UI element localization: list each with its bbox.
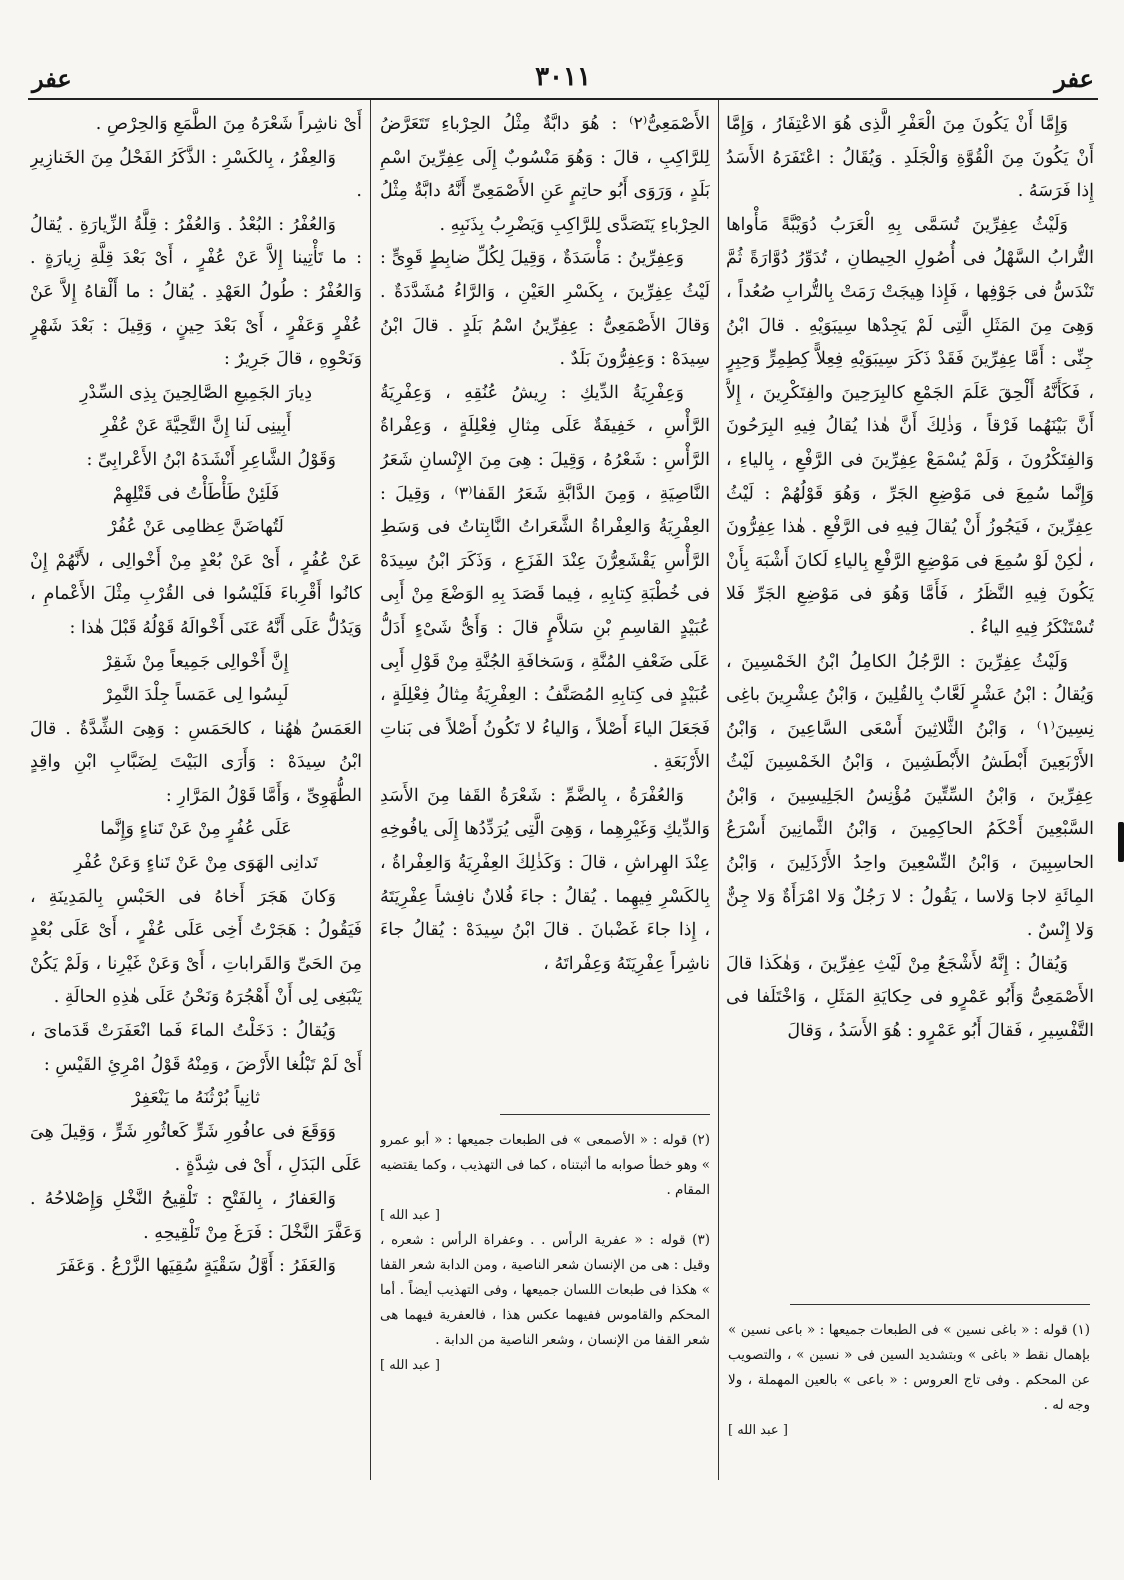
- text-column-middle: [380, 108, 710, 1118]
- paragraph: وَعِفْرِيَةُ الدِّيكِ : رِيشُ عُنُقِهِ ، وَعِفْرِيَةُ الرَّأْسِ ، خَفِيفَةٌ عَلَى مِثالِ فِعْلِلَةٍ ، وَعِفْراةُ الرَّأْسِ : شَعْرُهُ ، وَقِيلَ : هِىَ مِنَ الإِنْسانِ شَعَرُ النَّاصِيَةِ ، وَمِنَ الدَّابَّةِ شَعَرُ القَفا⁽٣⁾ ، وَقِيلَ : العِفْرِيَةُ وَالعِفْراةُ الشَّعَراتُ النَّابِتاتُ فى وَسَطِ الرَّأْسِ يَقْشَعِرُّنَ عِنْدَ الفَزَعِ ، وَذَكَرَ ابْنُ سِيدَهْ فى خُطْبَةِ كِتابِهِ ، فِيما قَصَدَ بِهِ الوَضْعَ مِنْ أَبِى عُبَيْدٍ القاسِمِ بْنِ سَلاَّمٍ قالَ : وَأَىُّ شَىْءٍ أَدَلُّ عَلَى ضَعْفِ المُنَّةِ ، وَسَخافَةِ الجُنَّةِ مِنْ قَوْلِ أَبِى عُبَيْدٍ فى كِتابِهِ المُصَنَّفُ : العِفْرِيَةُ مِثالُ فِعْلِلَةٍ ، فَجَعَلَ الياءَ أَصْلاً ، وَالياءُ لا تَكُونُ أَصْلاً فى بَناتِ الأَرْبَعَةِ .: [380, 382, 710, 773]
- text-column-right: [726, 108, 1094, 1498]
- paragraph: وَيُقالُ : إِنَّهُ لأَشْجَعُ مِنْ لَيْثِ عِفِرِّينَ ، وَهٰكَذا قالَ الأَصْمَعِىُّ وَأَبُو عَمْرٍو فى حِكايَةِ المَثَلِ ، وَاخْتَلَفا فى التَّفْسِيرِ ، فَقالَ أَبُو عَمْرٍو : هُوَ الأَسَدُ ، وَقالَ: [726, 953, 1094, 1042]
- verse-line: أَبِينِى لَنا إِنَّ التَّحِيَّةَ عَنْ عُفْرِ: [100, 416, 292, 437]
- verse-line: دِيارَ الجَمِيعِ الصَّالِحِينَ بِذِى السِّدْرِ: [79, 382, 313, 403]
- verse-line: لَتُهاضَنَّ عِظامِى عَنْ عُفُرْ: [108, 517, 284, 538]
- paragraph: وَإِمَّا أَنْ يَكُونَ مِنَ الْعَفْرِ الَّذِى هُوَ الاعْتِفَارُ ، وَإِمَّا أَنْ يَكُونَ مِنَ الْقُوَّةِ وَالْجَلَدِ . وَيُقَالُ : اعْتَفَرَهُ الأَسَدُ إِذا فَرَسَهُ .: [726, 114, 1094, 202]
- paragraph: وَالعِفْرُ ، بِالكَسْرِ : الذَّكَرُ الفَحْلُ مِنَ الخَنازِيرِ .: [30, 147, 362, 202]
- footnote: (٣) قوله : « عفرية الرأس . . وعفراة الرأس : شعره ، وقيل : هى من الإنسان شعر الناصية ، ومن الدابة شعر القفا » هكذا فى طبعات اللسان جميعها ، وفى التهذيب أيضاً . أما المحكم والقاموس ففيهما عكس هذا ، فالعفرية فيهما هى شعر القفا من الإنسان ، وشعر الناصية من الدابة .: [380, 1232, 710, 1348]
- paragraph: وَكانَ هَجَرَ أَخاهُ فى الحَبْسِ بِالمَدِينَةِ ، فَيَقُولُ : هَجَرْتُ أَخِى عَلَى عُفْرٍ ، أَىْ عَلَى بُعْدٍ مِنَ الحَىِّ وَالقَراباتِ ، أَىْ وَعَنْ غَيْرِنا ، وَلَمْ يَكُنْ يَنْبَغِى لِى أَنْ أَهْجُرَهُ وَنَحْنُ عَلَى هٰذِهِ الحالَةِ .: [30, 886, 362, 1008]
- paragraph: أَىْ ناشِراً شَعْرَهُ مِنَ الطَّمَعِ وَالحِرْصِ .: [95, 114, 362, 134]
- paragraph: وَلَيْثُ عِفِرِّينَ تُسَمَّى بِهِ الْعَرَبُ دُوَيْبَّةً مَأْواها التُّرابُ السَّهْلُ فى أُصُولِ الحِيطانِ ، تُدَوِّرُ دُوَّارَةً ثُمَّ تَنْدَسُّ فى جَوْفِها ، فَإِذا هِيجَتْ رَمَتْ بِالتُّرابِ صُعُداً ، وَهِىَ مِنَ المَثَلِ الَّتِى لَمْ يَجِدْها سِيبَوَيْهِ . قالَ ابْنُ جِنِّى : أَمَّا عِفِرِّينَ فَقَدْ ذَكَرَ سِيبَوَيْهِ فِعِلاًّ كِطِمِرٍّ وَحِبِرٍ ، فَكَأَنَّهُ أَلْحِقَ عَلَمَ الجَمْعِ كالبِرَحِينَ والفِتَكْرِينَ ، إِلاَّ أَنَّ بَيْنَهُما فَرْقاً ، وَذٰلِكَ أَنَّ هٰذا يُقالُ فِيهِ البِرَحُونَ وَالفِتَكْرُونَ ، وَلَمْ يُسْمَعْ عِفِرِّينَ فى الرَّفْعِ ، بِالياءِ ، وَإِنَّما سُمِعَ فى مَوْضِعِ الجَرِّ ، وَهُوَ قَوْلُهُمْ : لَيْثُ عِفِرِّينَ ، فَيَجُوزُ أَنْ يُقالَ فِيهِ فى الرَّفْعِ . هٰذا عِفِرُّونَ ، لٰكِنْ لَوْ سُمِعَ فى مَوْضِعِ الرَّفْعِ بِالياءِ لَكانَ أَشْبَهَ بِأَنْ يَكُونَ فِيهِ النَّظَرُ ، فَأَمَّا وَهُوَ فى مَوْضِعِ الجَرِّ فَلا تُسْتَنْكَرُ فِيهِ الياءُ .: [726, 214, 1094, 638]
- footnote: (٢) قوله : « الأصمعى » فى الطبعات جميعها : « أبو عمرو » وهو خطأ صوابه ما أثبتناه ، كما فى التهذيب ، وكما يقتضيه المقام .: [380, 1132, 710, 1198]
- column-divider: [370, 100, 371, 1480]
- footnote-signature: [ عبد الله ]: [380, 1208, 440, 1223]
- margin-mark: [1118, 822, 1124, 862]
- footnotes-middle: [380, 1128, 710, 1468]
- paragraph: وَعِفِرِّينُ : مَأْسَدَةٌ ، وَقِيلَ لِكُلِّ ضابِطٍ قَوِىٍّ : لَيْثُ عِفِرِّينَ ، بِكَسْرِ العَيْنِ ، وَالرَّاءُ مُشَدَّدَةٌ . وَقالَ الأَصْمَعِىُّ : عِفِرِّينُ اسْمُ بَلَدٍ . قالَ ابْنُ سِيدَهْ : وَعِفِرُّونَ بَلَدٌ .: [380, 248, 710, 370]
- paragraph: وَالعَفَرُ : أَوَّلُ سَقْيَةٍ سُقِيَها الزَّرْعُ . وَعَفَرَ: [57, 1256, 336, 1277]
- column-divider: [718, 100, 719, 1480]
- paragraph: وَالعُفْرَةُ ، بِالضَّمِّ : شَعْرَةُ القَفا مِنَ الأَسَدِ وَالدِّيكِ وَغَيْرِهِما ، وَهِىَ الَّتِى يُرَدِّدُها إِلَى يافُوخِهِ عِنْدَ الهِراشِ ، قالَ : وَكَذٰلِكَ العِفْرِيَةُ وَالعِفْراةُ ، بِالكَسْرِ فِيهِما . يُقالُ : جاءَ فُلانٌ نافِشاً عِفْرِيَتَهُ ، إِذا جاءَ غَضْبانَ . قالَ ابْنُ سِيدَهْ : يُقالُ جاءَ ناشِراً عِفْرِيَتَهُ وَعِفْراتَهُ ،: [380, 785, 710, 974]
- paragraph: وَالعَفارُ ، بِالفَتْحِ : تَلْقِيحُ النَّخْلِ وَإِصْلاحُهُ . وَعَفَّرَ النَّخْلَ : فَرَغَ مِنْ تَلْقِيحِهِ .: [30, 1189, 362, 1243]
- verse-line: عَلَى عُفُرٍ مِنْ عَنْ تَناءٍ وَإِنَّما: [100, 819, 292, 840]
- paragraph: وَلَيْثُ عِفِرِّينَ : الرَّجُلُ الكامِلُ ابْنُ الخَمْسِينَ ، وَيُقالُ : ابْنُ عَشْرٍ لَعَّابٌ بِالقُلِينَ ، وَابْنُ عِشْرِينَ باغِى نِسِينَ⁽١⁾ ، وَابْنُ الثَّلاثِينَ أَسْعَى السَّاعِينَ ، وَابْنُ الأَرْبَعِينَ أَبْطَشُ الأَبْطَشِينَ ، وَابْنُ الخَمْسِينَ لَيْثُ عِفِرِّينَ ، وَابْنُ السِّتِّينَ مُؤْنِسُ الجَلِيسِينَ ، وَابْنُ السَّبْعِينَ أَحْكَمُ الحاكِمِينَ ، وَابْنُ الثَّمانِينَ أَسْرَعُ الحاسِبِينَ ، وَابْنُ التِّسْعِينَ واحِدُ الأَرْذَلِينَ ، وَابْنُ المِائَةِ لاجا وَلاسا ، يَقُولُ : لا رَجُلٌ وَلا امْرَأَةٌ وَلا جِنٌّ وَلا إِنْسٌ .: [726, 651, 1094, 941]
- paragraph: وَقَوْلُ الشَّاعِرِ أَنْشَدَهُ ابْنُ الأَعْرابِىِّ :: [86, 449, 336, 470]
- verse-line: فَلَئِنْ طَأْطَأْتُ فى قَتْلِهِمْ: [112, 483, 280, 504]
- paragraph: العَمَسُ هٰهُنا ، كالحَمَسِ : وَهِىَ الشِّدَّةُ . قالَ ابْنُ سِيدَهْ : وَأَرَى البَيْتَ لِضَبَّابِ ابْنِ واقِدٍ الطُّهَوِىِّ ، وَأَمَّا قَوْلُ المَرَّارِ :: [30, 718, 362, 806]
- header-rule: [28, 98, 1098, 100]
- paragraph: وَوَقَعَ فى عافُورِ شَرٍّ كَعاثُورِ شَرٍّ ، وَقِيلَ هِىَ عَلَى البَدَلِ ، أَىْ فى شِدَّةٍ .: [30, 1121, 362, 1176]
- footnote-rule: [790, 1304, 1090, 1305]
- verse-line: إِنَّ أَخْوالِى جَمِيعاً مِنْ شَقِرْ: [103, 651, 289, 672]
- paragraph: عَنْ عُفُرٍ ، أَىْ عَنْ بُعْدٍ مِنْ أَخْوالِى ، لأَنَّهُمْ إِنْ كانُوا أَقْرِباءَ فَلَيْسُوا فى القُرْبِ مِثْلَ الأَعْمامِ ، وَيَدُلُّ عَلَى أَنَّهُ عَنَى أَخْوالَهُ قَوْلُهُ قَبْلَ هٰذا :: [30, 550, 362, 638]
- page-header: [28, 56, 1098, 96]
- paragraph: الأَصْمَعِىُّ⁽٢⁾ : هُوَ دابَّةٌ مِثْلُ الحِرْباءِ تَتَعَرَّضُ لِلرَّاكِبِ ، قالَ : وَهُوَ مَنْسُوبٌ إِلَى عِفِرِّينَ اسْمِ بَلَدٍ ، وَرَوَى أَبُو حاتِمٍ عَنِ الأَصْمَعِىِّ أَنَّهُ دابَّةٌ مِثْلُ الحِرْباءِ يَتَصَدَّى لِلرَّاكِبِ وَيَضْرِبُ بِذَنَبِهِ .: [380, 114, 710, 235]
- page-number: ٣٠١١: [535, 62, 591, 92]
- footnotes-right: [728, 1318, 1090, 1508]
- verse-line: لَبِسُوا لِى عَمَساً جِلْدَ النَّمِرْ: [103, 685, 289, 706]
- verse-line: ثانِياً بُرْثُنَهُ ما يَنْعَفِرْ: [131, 1088, 261, 1109]
- paragraph: وَالعُفْرُ : البُعْدُ . وَالعُفْرُ : قِلَّةُ الزِّيارَةِ . يُقالُ : ما تَأْتِينا إِلاَّ عَنْ عُفْرٍ ، أَىْ بَعْدَ قِلَّةِ زِيارَةٍ . وَالعُفْرُ : طُولُ العَهْدِ . يُقالُ : ما أَلْقاهُ إِلاَّ عَنْ عُفْرٍ وَعَفْرٍ ، أَىْ بَعْدَ حِينٍ ، وَقِيلَ : بَعْدَ شَهْرٍ وَنَحْوِهِ ، قالَ جَرِيرٌ :: [30, 214, 362, 370]
- paragraph: وَيُقالُ : دَخَلْتُ الماءَ فَما انْعَفَرَتْ قَدَماىَ ، أَىْ لَمْ تَبْلُغا الأَرْضَ ، وَمِنْهُ قَوْلُ امْرِئِ القَيْسِ :: [30, 1021, 362, 1075]
- verse-line: تَدانِى الهَوَى مِنْ عَنْ تَناءٍ وَعَنْ عُفْرِ: [73, 853, 319, 874]
- running-headword-left: عفر: [32, 64, 72, 93]
- footnote-signature: [ عبد الله ]: [380, 1358, 440, 1373]
- text-column-left: [30, 108, 362, 1498]
- footnote: (١) قوله : « باغى نسين » فى الطبعات جميعها : « باعى نسين » بإهمال نقط « باغى » وبتشديد السين فى « نسين » ، والتصويب عن المحكم . وفى تاج العروس : « باعى » بالعين المهملة ، ولا وجه له .: [728, 1322, 1090, 1413]
- footnote-rule: [500, 1114, 710, 1115]
- footnote-signature: [ عبد الله ]: [728, 1423, 788, 1438]
- running-headword-right: عفر: [1054, 64, 1094, 93]
